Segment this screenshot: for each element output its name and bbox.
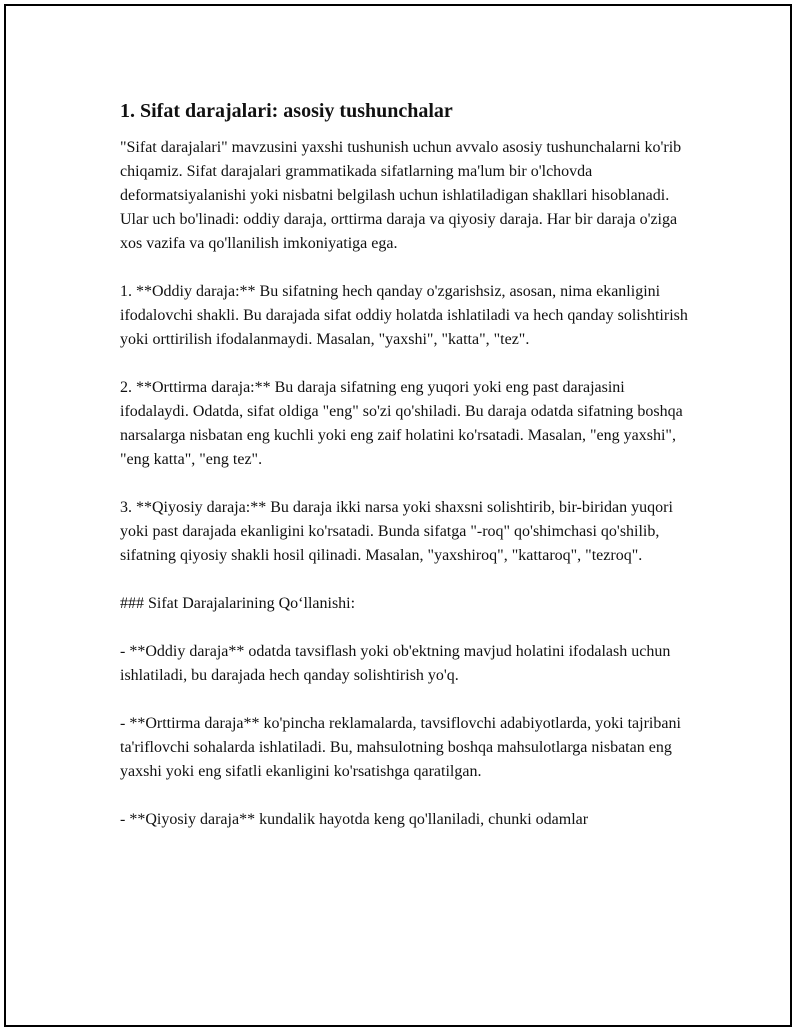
document-body: [120, 98, 690, 856]
paragraph-oddiy-daraja: 1. **Oddiy daraja:** Bu sifatning hech qanday o'zgarishsiz, asosan, nima ekanligini ifodalovchi shakli. Bu darajada sifat oddiy holatda ishlatiladi va hech qanday solishtirish yoki orttirilish ifodalanmaydi. Masalan, "yaxshi", "katta", "tez".: [120, 283, 688, 348]
list-item-qiyosiy: - **Qiyosiy daraja** kundalik hayotda keng qo'llaniladi, chunki odamlar: [120, 811, 589, 828]
paragraph-orttirma-daraja: 2. **Orttirma daraja:** Bu daraja sifatning eng yuqori yoki eng past darajasini ifodalaydi. Odatda, sifat oldiga "eng" so'zi qo'shiladi. Bu daraja odatda sifatning boshqa narsalarga nisbatan eng kuchli yoki eng zaif holatini ko'rsatadi. Masalan, "eng yaxshi", "eng katta", "eng tez".: [120, 379, 683, 468]
list-item-orttirma: - **Orttirma daraja** ko'pincha reklamalarda, tavsiflovchi adabiyotlarda, yoki tajribani ta'riflovchi sohalarda ishlatiladi. Bu, mahsulotning boshqa mahsulotlarga nisbatan eng yaxshi yoki eng sifatli ekanligini ko'rsatishga qaratilgan.: [120, 715, 681, 780]
page-frame: [4, 4, 792, 1027]
section-title: 1. Sifat darajalari: asosiy tushunchalar: [120, 100, 453, 122]
list-item-oddiy: - **Oddiy daraja** odatda tavsiflash yoki ob'ektning mavjud holatini ifodalash uchun ishlatiladi, bu darajada hech qanday solishtirish yo'q.: [120, 643, 671, 684]
subheading-qollanishi: ### Sifat Darajalarining Qo‘llanishi:: [120, 595, 356, 612]
intro-paragraph: "Sifat darajalari" mavzusini yaxshi tushunish uchun avvalo asosiy tushunchalarni ko'rib chiqamiz. Sifat darajalari grammatikada sifatlarning ma'lum bir o'lchovda deformatsiyalanishi yoki nisbatni belgilash uchun ishlatiladigan shakllari hisoblanadi. Ular uch bo'linadi: oddiy daraja, orttirma daraja va qiyosiy daraja. Har bir daraja o'ziga xos vazifa va qo'llanilish imkoniyatiga ega.: [120, 139, 682, 252]
paragraph-qiyosiy-daraja: 3. **Qiyosiy daraja:** Bu daraja ikki narsa yoki shaxsni solishtirib, bir-biridan yuqori yoki past darajada ekanligini ko'rsatadi. Bunda sifatga "-roq" qo'shimchasi qo'shilib, sifatning qiyosiy shakli hosil qilinadi. Masalan, "yaxshiroq", "kattaroq", "tezroq".: [120, 499, 673, 564]
